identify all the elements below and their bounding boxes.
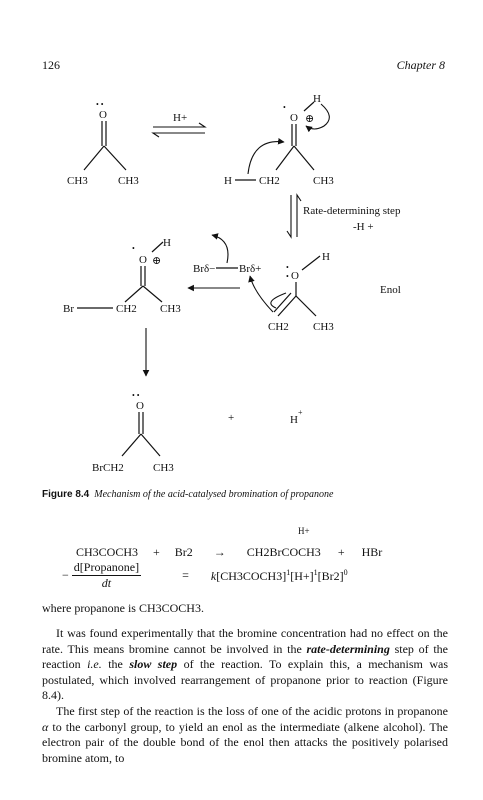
product-2: HBr xyxy=(361,545,383,559)
positive-charge: ⊕ xyxy=(305,113,315,125)
curly-arrow-pi xyxy=(250,276,273,312)
term-3: [Br2] xyxy=(317,568,344,583)
rate-expression xyxy=(211,568,348,584)
page-number: 126 xyxy=(42,58,60,72)
hydrogen-atom: H xyxy=(313,93,321,105)
lone-pair-dot: • xyxy=(283,103,286,112)
oxygen-atom-2: O xyxy=(290,112,298,124)
proton-charge: + xyxy=(298,408,303,417)
emphasis-ie: i.e. xyxy=(87,657,102,671)
bond-right xyxy=(143,286,162,302)
fraction xyxy=(72,560,141,591)
chapter-title: Chapter 8 xyxy=(396,58,445,72)
caption-label: Figure 8.4 xyxy=(42,489,90,500)
paragraph-1: It was found experimentally that the bromine concentration had no effect on the rate. This means bromine cannot be involved in the rate-determining step of the reaction i.e. the slow step of the reaction. To explain this, a mechanism was postulated, which involved rearrangement of propanone prior to reaction (Figure 8.4). xyxy=(42,626,448,702)
oxygen-atom-3: O xyxy=(291,270,299,282)
bromomethyl: BrCH2 xyxy=(92,462,124,474)
oxygen-atom-4: O xyxy=(139,254,147,266)
enol-label: Enol xyxy=(380,284,401,296)
plus-1: + xyxy=(153,545,160,559)
lone-pair-dot: • xyxy=(132,244,135,253)
equals-sign: = xyxy=(182,568,189,582)
enol-molecule xyxy=(250,251,401,333)
minus-h-plus-label: -H + xyxy=(353,221,374,233)
oh-bond xyxy=(152,242,163,252)
bond-right xyxy=(294,146,314,170)
cc-double-bond-2 xyxy=(274,293,291,312)
methyl-right: CH3 xyxy=(160,303,181,315)
proton-product: H xyxy=(290,414,298,426)
cc-double-bond xyxy=(278,296,296,316)
exponent-1: 1 xyxy=(286,567,291,577)
caption-text: Mechanism of the acid-catalysed bromination of propanone xyxy=(94,489,334,500)
bond-left xyxy=(276,146,294,170)
catalyst-label: H+ xyxy=(298,526,310,536)
rds-back-arrow xyxy=(297,195,301,237)
hydrogen-atom: H xyxy=(322,251,330,263)
rate-determining-label: Rate-determining step xyxy=(303,205,401,217)
arrow: → xyxy=(213,545,226,559)
mechanism-scheme xyxy=(0,80,483,480)
lone-pair-dot: • xyxy=(286,263,289,272)
methylene: CH2 xyxy=(116,303,137,315)
bond-right xyxy=(296,296,316,316)
numerator: d[Propanone] xyxy=(73,560,140,574)
methylene: CH2 xyxy=(259,175,280,187)
exponent-2: 1 xyxy=(313,567,318,577)
reactant-1: CH3COCH3 xyxy=(76,545,139,559)
lone-pair-dots: • • xyxy=(132,391,140,400)
bond-right xyxy=(104,146,126,170)
reaction-equation xyxy=(76,545,382,560)
bromine-delta-plus: Brδ+ xyxy=(239,263,262,275)
propanone-molecule xyxy=(67,100,139,187)
protonated-propanone xyxy=(224,93,334,187)
hydrogen-atom: H xyxy=(163,237,171,249)
bromo-oxonium xyxy=(63,237,181,315)
oh-bond xyxy=(302,256,320,270)
methyl-right: CH3 xyxy=(153,462,174,474)
term-2: [H+] xyxy=(290,568,314,583)
bond-left xyxy=(125,286,143,302)
lone-pair-dots: • • xyxy=(96,100,104,109)
bromine-molecule xyxy=(193,235,261,275)
plus-sign: + xyxy=(228,412,235,424)
bromine-delta-minus: Brδ− xyxy=(193,263,216,275)
hydrogen-label: H xyxy=(224,175,232,187)
product-1: CH2BrCOCH3 xyxy=(246,545,321,559)
plus-2: + xyxy=(337,545,345,559)
methyl-right: CH3 xyxy=(313,175,334,187)
bond-left xyxy=(122,434,141,456)
emphasis-slow-step: slow step xyxy=(129,657,178,671)
bond-left xyxy=(84,146,104,170)
bromopropanone-molecule xyxy=(92,391,174,474)
alpha-symbol: α xyxy=(42,719,49,734)
methylene: CH2 xyxy=(268,321,289,333)
term-1: [CH3COCH3] xyxy=(216,568,287,583)
methyl-left: CH3 xyxy=(67,175,88,187)
bromine-atom: Br xyxy=(63,303,74,315)
oxygen-atom-5: O xyxy=(136,400,144,412)
lone-pair-dot-2: • xyxy=(286,272,289,281)
curly-arrow-ch xyxy=(248,142,284,174)
paragraph-2: The first step of the reaction is the loss of one of the acidic protons in propanone α to the carbonyl group, to yield an enol as the intermediate (alkene alcohol). The electron pair of the double bond of the enol then attacks the positively polarised bromine atom, to xyxy=(42,704,448,765)
oh-bond xyxy=(304,102,314,111)
h-plus-label: H+ xyxy=(173,112,188,124)
oxygen-atom: O xyxy=(99,109,107,121)
reactant-2: Br2 xyxy=(174,545,193,559)
exponent-3: 0 xyxy=(343,567,348,577)
figure-caption xyxy=(42,489,333,500)
rate-equation xyxy=(62,560,348,591)
where-line: where propanone is CH3COCH3. xyxy=(42,601,204,615)
equilibrium-back-arrow xyxy=(153,133,205,137)
methyl-right: CH3 xyxy=(313,321,334,333)
bond-right xyxy=(141,434,160,456)
emphasis-rate-determining: rate-determining xyxy=(306,641,390,656)
methyl-right: CH3 xyxy=(118,175,139,187)
positive-charge: ⊕ xyxy=(152,255,162,267)
rate-constant: k xyxy=(210,568,217,583)
curly-arrow-br xyxy=(212,235,228,263)
minus-sign: − xyxy=(62,568,69,582)
rds-forward-arrow xyxy=(287,195,291,237)
denominator: dt xyxy=(101,576,112,590)
